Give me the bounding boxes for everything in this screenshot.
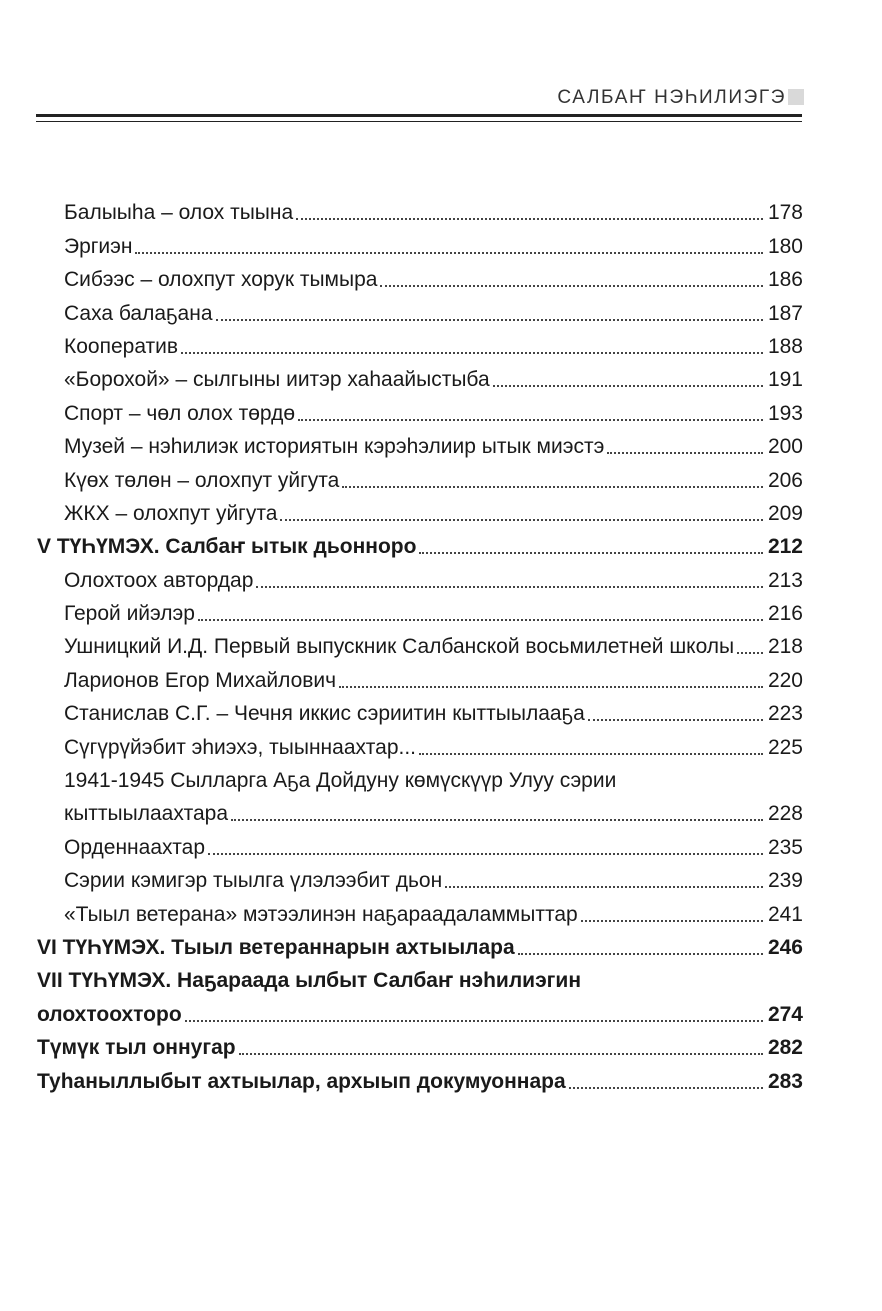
toc-entry xyxy=(0,393,882,426)
toc-leader-dots xyxy=(181,352,763,354)
toc-leader-dots xyxy=(607,452,763,454)
toc-section-entry xyxy=(0,1061,882,1094)
toc-entry-label: Түмүк тыл оннугар xyxy=(37,1036,236,1060)
toc-leader-dots xyxy=(256,586,763,588)
toc-leader-dots xyxy=(581,920,763,922)
toc-page-number: 274 xyxy=(767,1002,803,1026)
toc-section-entry xyxy=(0,1028,882,1061)
toc-page-number: 180 xyxy=(767,234,803,258)
toc-leader-dots xyxy=(185,1020,763,1022)
toc-entry xyxy=(0,226,882,259)
toc-entry-label: Балыыһа – олох тыына xyxy=(64,201,294,225)
toc-leader-dots xyxy=(588,719,763,721)
toc-entry-label: VI ТҮҺҮМЭХ. Тыыл ветераннарын ахтыылара xyxy=(37,935,515,959)
toc-leader-dots xyxy=(419,753,763,755)
toc-section-entry xyxy=(0,961,882,994)
toc-entry-label: 1941-1945 Сылларга Аҕа Дойдуну көмүскүүр Улуу сэрии xyxy=(64,769,617,793)
toc-entry-label: V ТҮҺҮМЭХ. Салбаҥ ытык дьонноро xyxy=(37,535,417,559)
toc-entry xyxy=(0,560,882,593)
toc-leader-dots xyxy=(419,552,763,554)
toc-leader-dots xyxy=(380,285,763,287)
toc-entry xyxy=(0,427,882,460)
toc-leader-dots xyxy=(231,819,763,821)
toc-entry-label: олохтоохторо xyxy=(37,1002,182,1026)
toc-page-number: 241 xyxy=(767,902,803,926)
toc-entry-label: Музей – нэһилиэк историятын кэрэһэлиир ытык миэстэ xyxy=(64,435,605,459)
toc-leader-dots xyxy=(342,486,763,488)
toc-entry xyxy=(0,761,882,794)
toc-entry xyxy=(0,460,882,493)
toc-entry-label: Сибээс – олохпут хорук тымыра xyxy=(64,268,378,292)
toc-leader-dots xyxy=(737,652,763,654)
toc-section-entry xyxy=(0,994,882,1027)
toc-section-entry xyxy=(0,928,882,961)
toc-entry-label: «Борохой» – сылгыны иитэр хаһаайыстыба xyxy=(64,368,490,392)
toc-page-number: 225 xyxy=(767,735,803,759)
toc-page-number: 209 xyxy=(767,501,803,525)
toc-entry-label: Герой ийэлэр xyxy=(64,602,195,626)
toc-entry xyxy=(0,594,882,627)
toc-entry xyxy=(0,660,882,693)
toc-leader-dots xyxy=(298,419,763,421)
toc-leader-dots xyxy=(280,519,763,521)
toc-entry-label: ЖКХ – олохпут уйгута xyxy=(64,501,278,525)
toc-page-number: 188 xyxy=(767,334,803,358)
toc-entry-label: VII ТҮҺҮМЭХ. Наҕараада ылбыт Салбаҥ нэһилиэгин xyxy=(37,969,582,993)
toc-page-number: 187 xyxy=(767,301,803,325)
toc-page-number: 220 xyxy=(767,668,803,692)
toc-page-number: 223 xyxy=(767,702,803,726)
toc-entry xyxy=(0,727,882,760)
toc-leader-dots xyxy=(208,853,763,855)
toc-entry xyxy=(0,794,882,827)
toc-leader-dots xyxy=(198,619,763,621)
toc-page-number: 178 xyxy=(767,201,803,225)
toc-page-number: 193 xyxy=(767,401,803,425)
toc-entry-label: Ушницкий И.Д. Первый выпускник Салбанской восьмилетней школы xyxy=(64,635,735,659)
toc-entry-label: Сэрии кэмигэр тыылга үлэлээбит дьон xyxy=(64,869,443,893)
toc-page-number: 186 xyxy=(767,268,803,292)
toc-entry-label: Станислав С.Г. – Чечня иккис сэриитин кыттыылааҕа xyxy=(64,702,585,726)
toc-page-number: 212 xyxy=(767,535,803,559)
toc-page-number: 282 xyxy=(767,1036,803,1060)
toc-entry-label: Олохтоох автордар xyxy=(64,568,254,592)
toc-entry xyxy=(0,861,882,894)
header-rule-thick xyxy=(36,114,802,117)
toc-entry-label: Орденнаахтар xyxy=(64,835,206,859)
toc-entry xyxy=(0,193,882,226)
toc-page-number: 213 xyxy=(767,568,803,592)
toc-entry xyxy=(0,694,882,727)
toc-page-number: 206 xyxy=(767,468,803,492)
toc-page-number: 228 xyxy=(767,802,803,826)
table-of-contents xyxy=(0,193,882,1095)
toc-page-number: 191 xyxy=(767,368,803,392)
toc-leader-dots xyxy=(569,1087,763,1089)
toc-entry-label: «Тыыл ветерана» мэтээлинэн наҕараадаламмыттар xyxy=(64,902,578,926)
toc-entry xyxy=(0,293,882,326)
toc-leader-dots xyxy=(493,385,763,387)
toc-leader-dots xyxy=(216,319,763,321)
toc-entry-label: кыттыылаахтара xyxy=(64,802,229,826)
running-header-title: САЛБАҤ НЭҺИЛИЭГЭ xyxy=(557,87,786,108)
toc-leader-dots xyxy=(296,218,763,220)
toc-entry xyxy=(0,627,882,660)
toc-entry-label: Кооператив xyxy=(64,334,179,358)
toc-entry xyxy=(0,494,882,527)
toc-entry-label: Туһаныллыбыт ахтыылар, архыып докумуоннара xyxy=(37,1069,566,1093)
toc-page-number: 216 xyxy=(767,602,803,626)
toc-page-number: 239 xyxy=(767,869,803,893)
toc-section-entry xyxy=(0,527,882,560)
toc-page-number: 235 xyxy=(767,835,803,859)
toc-leader-dots xyxy=(445,886,763,888)
toc-page-number: 218 xyxy=(767,635,803,659)
header-rule-thin xyxy=(36,121,802,122)
toc-page-number: 283 xyxy=(767,1069,803,1093)
toc-leader-dots xyxy=(339,686,763,688)
toc-entry-label: Саха балаҕана xyxy=(64,301,213,325)
toc-page-number: 246 xyxy=(767,935,803,959)
toc-leader-dots xyxy=(239,1053,763,1055)
toc-entry xyxy=(0,260,882,293)
toc-leader-dots xyxy=(518,953,763,955)
toc-page-number: 200 xyxy=(767,435,803,459)
toc-entry-label: Күөх төлөн – олохпут уйгута xyxy=(64,468,340,492)
toc-entry xyxy=(0,894,882,927)
toc-entry-label: Сүгүрүйэбит эһиэхэ, тыыннаахтар... xyxy=(64,735,417,759)
toc-entry-label: Эргиэн xyxy=(64,234,133,258)
toc-entry xyxy=(0,327,882,360)
header-square-ornament xyxy=(788,89,804,105)
toc-leader-dots xyxy=(135,252,762,254)
toc-entry-label: Спорт – чөл олох төрдө xyxy=(64,401,296,425)
toc-entry xyxy=(0,360,882,393)
toc-entry-label: Ларионов Егор Михайлович xyxy=(64,668,337,692)
toc-entry xyxy=(0,827,882,860)
